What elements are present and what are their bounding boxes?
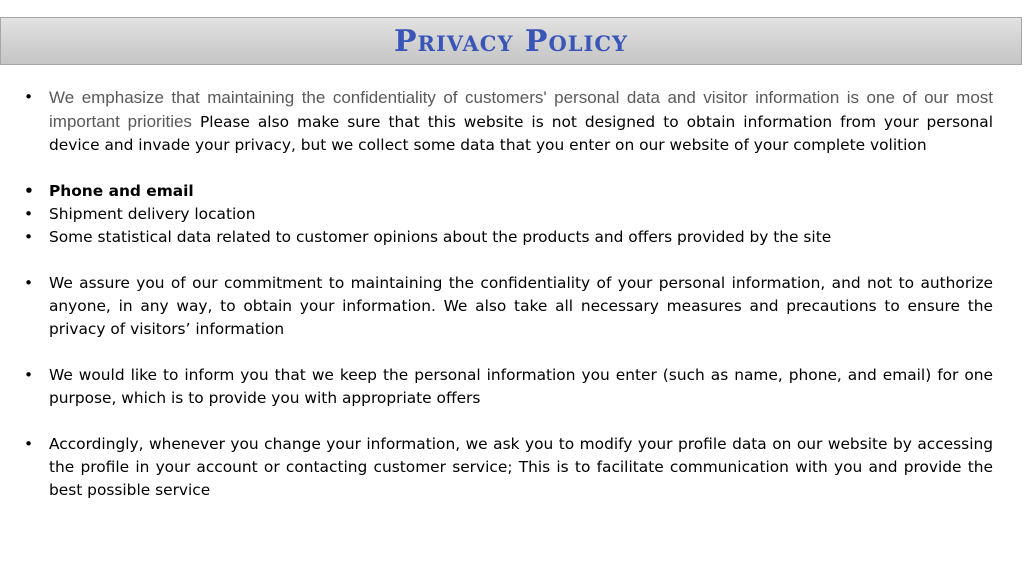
spacer	[24, 410, 993, 433]
spacer	[24, 249, 993, 272]
policy-list	[24, 86, 993, 502]
intro-lead-text: We emphasize that maintaining the confidentiality of customers' personal data and visitor information is one of our most important priorities	[49, 88, 993, 131]
list-item-phone-email: • Phone and email	[24, 180, 993, 203]
list-item-shipment: • Shipment delivery location	[24, 203, 993, 226]
list-item-statistical: • Some statistical data related to customer opinions about the products and offers provided by the site	[24, 226, 993, 249]
page-title: Privacy Policy	[393, 24, 629, 59]
list-item-commitment: • We assure you of our commitment to maintaining the confidentiality of your personal information, and not to authorize anyone, in any way, to obtain your information. We also take all necessary measures and precautions to ensure the privacy of visitors’ information	[24, 272, 993, 341]
spacer	[24, 157, 993, 180]
list-item-purpose: • We would like to inform you that we keep the personal information you enter (such as name, phone, and email) for one purpose, which is to provide you with appropriate offers	[24, 364, 993, 410]
list-item-accordingly: • Accordingly, whenever you change your information, we ask you to modify your profile data on our website by accessing the profile in your account or contacting customer service; This is to facilitate communication with you and provide the best possible service	[24, 433, 993, 502]
intro-rest-text: Please also make sure that this website is not designed to obtain information from your personal device and invade your privacy, but we collect some data that you enter on our website of your complete volition	[49, 113, 993, 154]
spacer	[24, 341, 993, 364]
title-bar	[0, 17, 1022, 65]
list-item-intro	[24, 86, 993, 157]
